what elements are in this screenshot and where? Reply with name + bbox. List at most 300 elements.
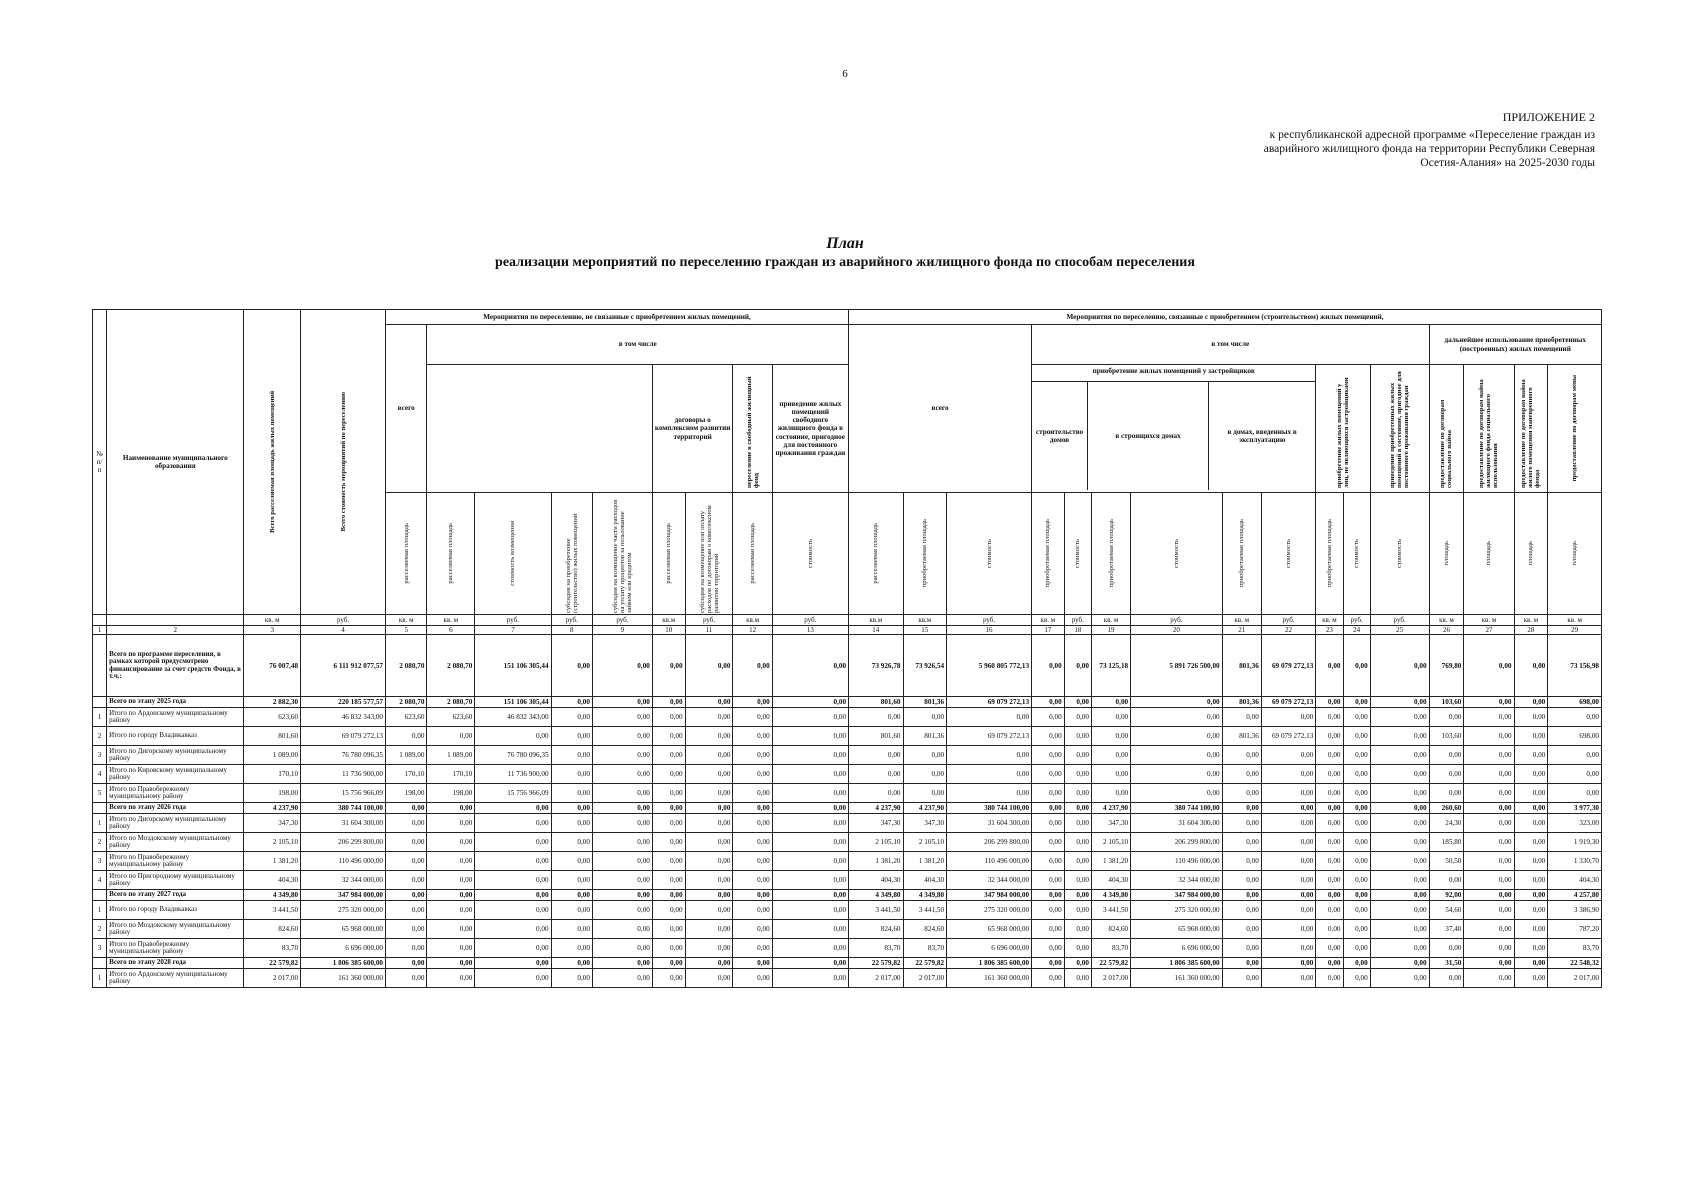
- row-value: 0,00: [685, 901, 733, 920]
- row-value: 0,00: [733, 958, 772, 969]
- header-group-a: Мероприятия по переселению, не связанные с приобретением жилых помещений,: [386, 310, 849, 325]
- row-value: 0,00: [1316, 920, 1343, 939]
- unit-cell: кв. м: [427, 615, 475, 626]
- row-value: 0,00: [592, 784, 652, 803]
- row-value: 0,00: [1464, 697, 1514, 708]
- row-value: 0,00: [1316, 969, 1343, 988]
- row-name: Итого по Ардонскому муниципальному району: [107, 969, 244, 988]
- row-value: 0,00: [685, 939, 733, 958]
- row-value: 0,00: [1032, 890, 1065, 901]
- row-name: Всего по программе переселения, в рамках которой предусмотрено финансирование за счет средств Фонда, в т.ч.:: [107, 635, 244, 697]
- document-subtitle: реализации мероприятий по переселению граждан из аварийного жилищного фонда по способам переселения: [495, 255, 1195, 270]
- row-value: 206 299 800,00: [301, 833, 386, 852]
- row-value: 0,00: [1261, 746, 1315, 765]
- row-value: 0,00: [1222, 784, 1261, 803]
- row-index: 2: [93, 833, 107, 852]
- row-value: 92,00: [1429, 890, 1464, 901]
- row-value: 0,00: [772, 939, 848, 958]
- row-value: 1 089,00: [244, 746, 301, 765]
- row-value: 0,00: [1091, 697, 1130, 708]
- row-value: 0,00: [427, 727, 475, 746]
- row-value: 110 496 000,00: [947, 852, 1032, 871]
- row-value: 0,00: [427, 901, 475, 920]
- row-value: 0,00: [1514, 708, 1548, 727]
- sub-c5: расселяемая площадь: [386, 493, 427, 615]
- row-value: 0,00: [551, 814, 592, 833]
- row-value: 1 806 385 600,00: [947, 958, 1032, 969]
- unit-cell: кв. м: [1316, 615, 1343, 626]
- row-value: 0,00: [1316, 765, 1343, 784]
- table-row: [93, 833, 1602, 852]
- row-value: 623,60: [244, 708, 301, 727]
- row-value: 76 780 096,35: [301, 746, 386, 765]
- row-value: 0,00: [592, 697, 652, 708]
- row-value: 0,00: [1464, 958, 1514, 969]
- row-value: 185,80: [1429, 833, 1464, 852]
- row-value: 0,00: [551, 833, 592, 852]
- row-value: 0,00: [1032, 803, 1065, 814]
- sub-c23: приобретаемая площадь: [1316, 493, 1343, 615]
- row-value: 69 079 272,13: [1261, 727, 1315, 746]
- row-value: 0,00: [772, 871, 848, 890]
- row-value: 0,00: [1032, 871, 1065, 890]
- row-value: 0,00: [1091, 746, 1130, 765]
- row-value: 0,00: [1370, 833, 1429, 852]
- row-value: 0,00: [1370, 803, 1429, 814]
- row-value: 0,00: [386, 803, 427, 814]
- row-value: 0,00: [685, 833, 733, 852]
- row-value: 0,00: [685, 803, 733, 814]
- table-row: [93, 814, 1602, 833]
- row-value: 2 017,00: [244, 969, 301, 988]
- row-value: 0,00: [1343, 746, 1370, 765]
- row-value: 0,00: [427, 939, 475, 958]
- row-value: 0,00: [652, 697, 685, 708]
- row-value: 0,00: [733, 871, 772, 890]
- row-value: 0,00: [1429, 746, 1464, 765]
- column-number-cell: 14: [849, 626, 903, 635]
- row-value: 0,00: [551, 920, 592, 939]
- row-value: 0,00: [1222, 765, 1261, 784]
- row-value: 0,00: [1316, 871, 1343, 890]
- column-number-cell: 10: [652, 626, 685, 635]
- unit-cell: руб.: [301, 615, 386, 626]
- row-value: 0,00: [1343, 727, 1370, 746]
- column-number-cell: 4: [301, 626, 386, 635]
- row-value: 0,00: [551, 958, 592, 969]
- row-value: 0,00: [1064, 901, 1091, 920]
- row-value: 0,00: [1064, 635, 1091, 697]
- row-value: 0,00: [386, 901, 427, 920]
- unit-cell: руб.: [1343, 615, 1370, 626]
- unit-cell: руб.: [1064, 615, 1091, 626]
- row-value: 1 330,70: [1548, 852, 1602, 871]
- row-value: 0,00: [1464, 969, 1514, 988]
- column-number-cell: 22: [1261, 626, 1315, 635]
- row-value: 32 344 000,00: [301, 871, 386, 890]
- row-value: 0,00: [685, 958, 733, 969]
- row-value: 5 891 726 500,00: [1131, 635, 1223, 697]
- row-value: 69 079 272,13: [947, 697, 1032, 708]
- row-index: [93, 958, 107, 969]
- header-b-v-tom-chisle: в том числе: [1032, 325, 1430, 365]
- row-value: 0,00: [1316, 958, 1343, 969]
- sub-c22: стоимость: [1261, 493, 1315, 615]
- row-value: 1 381,20: [244, 852, 301, 871]
- unit-cell: кв. м: [1464, 615, 1514, 626]
- row-value: 15 756 966,09: [301, 784, 386, 803]
- row-value: 0,00: [772, 746, 848, 765]
- row-value: 1 919,30: [1548, 833, 1602, 852]
- row-value: 0,00: [1064, 697, 1091, 708]
- row-value: 0,00: [551, 708, 592, 727]
- row-value: 0,00: [592, 871, 652, 890]
- row-value: 0,00: [1514, 697, 1548, 708]
- row-value: 0,00: [551, 727, 592, 746]
- row-value: 46 832 343,00: [301, 708, 386, 727]
- row-value: 0,00: [386, 814, 427, 833]
- header-a-vsego: всего: [386, 325, 427, 493]
- row-value: 0,00: [592, 958, 652, 969]
- row-value: 0,00: [1064, 708, 1091, 727]
- unit-cell: кв. м: [1032, 615, 1065, 626]
- grand-total-row: [93, 635, 1602, 697]
- row-value: 0,00: [1261, 969, 1315, 988]
- row-value: 65 968 000,00: [301, 920, 386, 939]
- row-value: 801,60: [244, 727, 301, 746]
- header-dalneyshee: дальнейшее использование приобретенных (построенных) жилых помещений: [1429, 325, 1601, 365]
- row-value: 83,70: [849, 939, 903, 958]
- row-value: 0,00: [1131, 746, 1223, 765]
- row-value: 69 079 272,13: [1261, 635, 1315, 697]
- header-pereselenie-svobodny: переселение в свободный жилищный фонд: [733, 365, 772, 493]
- header-priobretenie-zastr: приобретение жилых помещений у застройщиков строительство домов в строящихся домах в домах, введенных в эксплуатацию: [1032, 365, 1316, 493]
- row-value: 0,00: [685, 708, 733, 727]
- row-value: 0,00: [592, 803, 652, 814]
- row-value: 0,00: [1222, 852, 1261, 871]
- row-value: 3 441,50: [1091, 901, 1130, 920]
- row-value: 103,60: [1429, 727, 1464, 746]
- row-value: 0,00: [427, 958, 475, 969]
- row-value: 0,00: [1514, 890, 1548, 901]
- row-value: 3 441,50: [849, 901, 903, 920]
- row-value: 2 017,00: [1091, 969, 1130, 988]
- unit-cell: кв.м: [733, 615, 772, 626]
- row-index: 3: [93, 939, 107, 958]
- column-number-cell: 29: [1548, 626, 1602, 635]
- row-value: 2 882,30: [244, 697, 301, 708]
- row-value: 2 080,70: [386, 635, 427, 697]
- row-value: 4 349,80: [849, 890, 903, 901]
- row-value: 0,00: [903, 784, 947, 803]
- row-value: 801,36: [903, 727, 947, 746]
- row-value: 0,00: [903, 765, 947, 784]
- row-value: 0,00: [551, 939, 592, 958]
- row-value: 0,00: [1316, 901, 1343, 920]
- unit-cell-blank: [93, 615, 107, 626]
- row-value: 698,00: [1548, 727, 1602, 746]
- row-index: 1: [93, 708, 107, 727]
- column-number-cell: 8: [551, 626, 592, 635]
- row-name: Итого по Моздокскому муниципальному району: [107, 833, 244, 852]
- row-value: 275 320 000,00: [301, 901, 386, 920]
- header-d1: предоставление по договорам социального найма: [1429, 365, 1464, 493]
- row-value: 0,00: [551, 890, 592, 901]
- row-value: 0,00: [1261, 803, 1315, 814]
- column-number-cell: 23: [1316, 626, 1343, 635]
- unit-cell: руб.: [1131, 615, 1223, 626]
- row-value: 0,00: [551, 852, 592, 871]
- row-value: 0,00: [1316, 814, 1343, 833]
- row-name: Итого по Пригородному муниципальному району: [107, 871, 244, 890]
- column-number-cell: 2: [107, 626, 244, 635]
- row-value: 0,00: [1464, 814, 1514, 833]
- row-value: 3 386,90: [1548, 901, 1602, 920]
- row-value: 0,00: [947, 784, 1032, 803]
- row-value: 0,00: [1032, 852, 1065, 871]
- row-value: 0,00: [1032, 939, 1065, 958]
- row-value: 0,00: [551, 635, 592, 697]
- row-value: 0,00: [1464, 901, 1514, 920]
- row-name: Итого по Дигорскому муниципальному району: [107, 746, 244, 765]
- sub-c26: площадь: [1429, 493, 1464, 615]
- column-number-cell: 21: [1222, 626, 1261, 635]
- row-value: 0,00: [1131, 708, 1223, 727]
- column-number-cell: 18: [1064, 626, 1091, 635]
- row-value: 46 832 343,00: [475, 708, 551, 727]
- row-value: 0,00: [1514, 920, 1548, 939]
- row-value: 0,00: [1548, 765, 1602, 784]
- row-value: 73 926,78: [849, 635, 903, 697]
- row-value: 73 125,18: [1091, 635, 1130, 697]
- row-value: 0,00: [772, 833, 848, 852]
- row-value: 0,00: [1370, 939, 1429, 958]
- row-value: 0,00: [1429, 871, 1464, 890]
- row-value: 0,00: [1316, 890, 1343, 901]
- row-value: 0,00: [592, 890, 652, 901]
- row-value: 0,00: [1370, 746, 1429, 765]
- row-value: 0,00: [1343, 852, 1370, 871]
- row-value: 0,00: [1343, 901, 1370, 920]
- page-number: 6: [842, 68, 848, 80]
- header-num: № п/п: [93, 310, 107, 615]
- column-number-cell: 27: [1464, 626, 1514, 635]
- row-value: 2 080,70: [427, 635, 475, 697]
- row-value: 220 185 577,57: [301, 697, 386, 708]
- column-number-cell: 25: [1370, 626, 1429, 635]
- row-value: 0,00: [652, 890, 685, 901]
- row-value: 0,00: [1464, 746, 1514, 765]
- row-name: Итого по Кировскому муниципальному району: [107, 765, 244, 784]
- row-name: Всего по этапу 2025 года: [107, 697, 244, 708]
- column-number-cell: 28: [1514, 626, 1548, 635]
- row-value: 0,00: [1429, 784, 1464, 803]
- sub-c7: стоимость возмещения: [475, 493, 551, 615]
- row-value: 0,00: [1032, 833, 1065, 852]
- row-index: 2: [93, 727, 107, 746]
- table-row: [93, 920, 1602, 939]
- row-value: 0,00: [1032, 746, 1065, 765]
- row-value: 0,00: [592, 814, 652, 833]
- column-number-cell: 1: [93, 626, 107, 635]
- row-value: 0,00: [733, 708, 772, 727]
- sub-c15: приобретаемая площадь: [903, 493, 947, 615]
- row-value: 0,00: [1064, 784, 1091, 803]
- unit-cell: руб.: [551, 615, 592, 626]
- row-value: 0,00: [1316, 939, 1343, 958]
- column-number-cell: 20: [1131, 626, 1223, 635]
- row-index: 2: [93, 920, 107, 939]
- row-value: 260,60: [1429, 803, 1464, 814]
- sub-c28: площадь: [1514, 493, 1548, 615]
- row-value: 0,00: [1261, 852, 1315, 871]
- row-value: 0,00: [1032, 727, 1065, 746]
- row-value: 0,00: [652, 833, 685, 852]
- table-row: [93, 746, 1602, 765]
- row-value: 0,00: [849, 746, 903, 765]
- row-value: 110 496 000,00: [301, 852, 386, 871]
- row-value: 0,00: [1316, 635, 1343, 697]
- column-number-cell: 7: [475, 626, 551, 635]
- row-value: 0,00: [386, 920, 427, 939]
- row-value: 83,70: [244, 939, 301, 958]
- row-value: 6 696 000,00: [1131, 939, 1223, 958]
- row-value: 347 984 000,00: [301, 890, 386, 901]
- row-value: 31 604 300,00: [301, 814, 386, 833]
- row-value: 0,00: [592, 746, 652, 765]
- row-value: 0,00: [1222, 803, 1261, 814]
- row-value: 161 360 000,00: [947, 969, 1032, 988]
- row-value: 380 744 100,00: [301, 803, 386, 814]
- row-value: 0,00: [772, 635, 848, 697]
- row-value: 0,00: [685, 969, 733, 988]
- row-index: 4: [93, 765, 107, 784]
- row-value: 0,00: [1464, 803, 1514, 814]
- row-value: 0,00: [427, 871, 475, 890]
- row-value: 0,00: [1032, 920, 1065, 939]
- row-value: 0,00: [1370, 969, 1429, 988]
- row-value: 0,00: [772, 901, 848, 920]
- row-value: 404,30: [903, 871, 947, 890]
- row-value: 404,30: [244, 871, 301, 890]
- row-value: 151 106 305,44: [475, 697, 551, 708]
- row-value: 0,00: [1316, 727, 1343, 746]
- row-value: 4 237,90: [1091, 803, 1130, 814]
- row-value: 0,00: [386, 969, 427, 988]
- row-value: 0,00: [1464, 784, 1514, 803]
- row-value: 824,60: [1091, 920, 1130, 939]
- column-number-cell: 12: [733, 626, 772, 635]
- row-value: 170,10: [244, 765, 301, 784]
- row-value: 0,00: [733, 784, 772, 803]
- row-value: 0,00: [1131, 765, 1223, 784]
- header-b-vsego: всего: [849, 325, 1032, 493]
- row-index: 3: [93, 746, 107, 765]
- row-value: 0,00: [733, 852, 772, 871]
- row-value: 0,00: [652, 920, 685, 939]
- row-value: 2 105,10: [903, 833, 947, 852]
- row-value: 206 299 800,00: [947, 833, 1032, 852]
- row-name: Итого по Ардонскому муниципальному району: [107, 708, 244, 727]
- row-value: 0,00: [475, 890, 551, 901]
- row-value: 0,00: [386, 852, 427, 871]
- row-value: 4 349,80: [244, 890, 301, 901]
- row-value: 24,30: [1429, 814, 1464, 833]
- row-value: 801,36: [903, 697, 947, 708]
- row-value: 0,00: [1548, 708, 1602, 727]
- row-index: [93, 890, 107, 901]
- column-number-cell: 15: [903, 626, 947, 635]
- row-value: 0,00: [733, 920, 772, 939]
- row-value: 0,00: [652, 784, 685, 803]
- row-value: 0,00: [1429, 708, 1464, 727]
- row-value: 275 320 000,00: [947, 901, 1032, 920]
- table-row: [93, 969, 1602, 988]
- row-value: 54,60: [1429, 901, 1464, 920]
- row-value: 404,30: [1548, 871, 1602, 890]
- row-value: 0,00: [772, 784, 848, 803]
- row-value: 0,00: [685, 784, 733, 803]
- row-value: 0,00: [1222, 871, 1261, 890]
- row-name: Итого по Правобережному муниципальному району: [107, 784, 244, 803]
- row-value: 0,00: [733, 814, 772, 833]
- row-value: 0,00: [1261, 890, 1315, 901]
- row-value: 0,00: [1464, 939, 1514, 958]
- row-value: 0,00: [685, 697, 733, 708]
- row-name: Всего по этапу 2026 года: [107, 803, 244, 814]
- row-value: 0,00: [685, 765, 733, 784]
- row-value: 0,00: [1316, 746, 1343, 765]
- row-value: 0,00: [1464, 890, 1514, 901]
- stage-total-row: [93, 958, 1602, 969]
- row-value: 0,00: [475, 814, 551, 833]
- row-value: 0,00: [1032, 784, 1065, 803]
- row-value: 0,00: [1464, 765, 1514, 784]
- row-value: 404,30: [849, 871, 903, 890]
- row-value: 0,00: [1064, 727, 1091, 746]
- row-value: 0,00: [1343, 697, 1370, 708]
- row-value: 0,00: [685, 635, 733, 697]
- appendix-title: ПРИЛОЖЕНИЕ 2: [1502, 110, 1595, 124]
- row-value: 0,00: [1064, 852, 1091, 871]
- row-value: 0,00: [1261, 708, 1315, 727]
- row-value: 0,00: [592, 969, 652, 988]
- row-value: 347,30: [849, 814, 903, 833]
- row-value: 0,00: [1343, 939, 1370, 958]
- row-index: 3: [93, 852, 107, 871]
- row-value: 0,00: [947, 708, 1032, 727]
- row-value: 0,00: [1091, 708, 1130, 727]
- row-value: 0,00: [772, 890, 848, 901]
- header-d2: предоставление по договорам найма жилищного фонда социального использования: [1464, 365, 1514, 493]
- sub-c17: приобретаемая площадь: [1032, 493, 1065, 615]
- row-value: 0,00: [1064, 871, 1091, 890]
- row-value: 170,10: [427, 765, 475, 784]
- row-value: 2 080,70: [427, 697, 475, 708]
- row-value: 0,00: [1370, 920, 1429, 939]
- unit-cell: руб.: [592, 615, 652, 626]
- row-value: 2 017,00: [903, 969, 947, 988]
- row-value: 0,00: [551, 784, 592, 803]
- header-privedenie: приведение жилых помещений свободного жилищного фонда в состояние, пригодное для постоянного проживания граждан: [772, 365, 848, 493]
- row-value: 0,00: [733, 803, 772, 814]
- row-value: 801,36: [1222, 727, 1261, 746]
- row-value: 623,60: [427, 708, 475, 727]
- row-value: 69 079 272,13: [301, 727, 386, 746]
- row-value: 0,00: [652, 852, 685, 871]
- row-value: 0,00: [1370, 727, 1429, 746]
- sub-c12: расселяемая площадь: [733, 493, 772, 615]
